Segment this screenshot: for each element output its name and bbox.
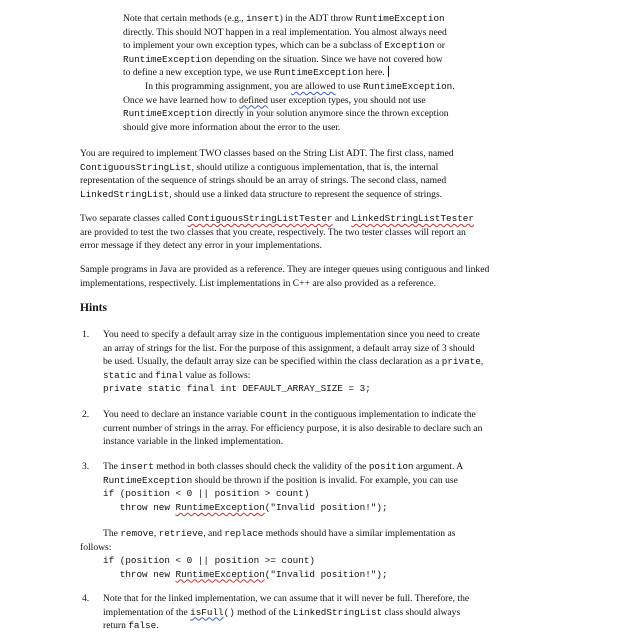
hint-4-line-3: return false.	[103, 620, 159, 632]
note-line-1: Note that certain methods (e.g., insert) in the ADT throw RuntimeException	[123, 13, 445, 24]
hint-3-code-3: if (position < 0 || position >= count)	[103, 555, 316, 566]
hint-2-line-3: instance variable in the linked implementation.	[103, 436, 284, 448]
hint-3-code-block-2	[103, 554, 553, 581]
note-line-7: Once we have learned how to defined user exception types, you should not use	[123, 94, 426, 106]
hint-2-number: 2.	[82, 409, 90, 420]
hints-heading: Hints	[80, 301, 108, 314]
note-paragraph	[123, 12, 523, 134]
hint-3-follows: follows:	[80, 542, 112, 553]
text-cursor	[388, 66, 389, 77]
tester-line-3: error message if they detect any error in your implementations.	[80, 240, 322, 252]
hint-4-line-1: Note that for the linked implementation, we can assume that it will never be full. Therefore, the	[103, 593, 470, 604]
hint-3-line-2: RuntimeException should be thrown if the position is invalid. For example, you can use	[103, 474, 458, 486]
note-line-6: In this programming assignment, you are allowed to use RuntimeException.	[145, 80, 455, 92]
sample-line-2: implementations, respectively. List implementations in C++ are also provided as a reference.	[80, 277, 436, 289]
hint-3-line-3: The remove, retrieve, and replace methods should have a similar implementation as	[103, 528, 456, 540]
tester-paragraph	[80, 212, 550, 253]
hint-2-line-1: You need to declare an instance variable count in the contiguous implementation to indicate the	[103, 409, 476, 420]
hint-1-line-2: an array of strings for the list. For the purpose of this assignment, a default array size of 3 should	[103, 342, 475, 354]
req-line-4: LinkedStringList, should use a linked data structure to represent the sequence of strings.	[80, 188, 443, 200]
note-line-4: RuntimeException depending on the situation. Since we have not covered how	[123, 53, 443, 65]
hint-3-code-2: throw new RuntimeException("Invalid position!");	[103, 501, 388, 513]
hint-3-code-1: if (position < 0 || position > count)	[103, 488, 310, 500]
note-line-8: RuntimeException directly in your solution anymore since the thrown exception	[123, 108, 449, 120]
hint-4-number: 4.	[82, 593, 90, 604]
hint-2	[103, 408, 553, 449]
hint-1-code: private static final int DEFAULT_ARRAY_SIZE = 3;	[103, 383, 371, 395]
hint-1-line-1: You need to specify a default array size in the contiguous implementation since you need to create	[103, 329, 480, 340]
hint-1	[103, 328, 553, 396]
req-line-3: representation of the sequence of strings should be an array of strings. The second class, named	[80, 175, 447, 187]
requirements-paragraph	[80, 147, 550, 201]
sample-line-1: Sample programs in Java are provided as a reference. They are integer queues using contiguous and linked	[80, 264, 490, 275]
tester-line-2: are provided to test the two classes that you create, respectively. The two tester classes will report an	[80, 226, 466, 238]
hint-2-line-2: current number of strings in the array. For efficiency purpose, it is also desirable to declare such an	[103, 422, 483, 434]
hint-1-line-4: static and final value as follows:	[103, 369, 251, 381]
hint-3-number: 3.	[82, 461, 90, 472]
req-line-1: You are required to implement TWO classes based on the String List ADT. The first class, named	[80, 148, 454, 159]
note-line-3: to implement your own exception types, which can be a subclass of Exception or	[123, 40, 445, 52]
spacer	[103, 514, 553, 527]
sample-paragraph	[80, 263, 550, 290]
hint-1-number: 1.	[82, 329, 90, 340]
note-line-2: directly. This should NOT happen in a real implementation. You almost always need	[123, 26, 447, 38]
hint-3-line-1: The insert method in both classes should check the validity of the position argument. A	[103, 461, 464, 472]
hint-4	[103, 592, 553, 633]
req-line-2: ContiguousStringList, should utilize a contiguous implementation, that is, the internal	[80, 161, 439, 173]
hint-4-line-2: implementation of the isFull() method of the LinkedStringList class should always	[103, 606, 461, 618]
hint-1-line-3: be used. Usually, the default array size can be specified within the class declaration as a private,	[103, 356, 484, 368]
note-line-9: should give more information about the error to the user.	[123, 121, 341, 133]
note-line-5: to define a new exception type, we use RuntimeException here.	[123, 66, 523, 80]
hint-3-code-4: throw new RuntimeException("Invalid position!");	[103, 568, 388, 580]
hint-3	[103, 460, 553, 541]
tester-line-1: Two separate classes called ContiguousStringListTester and LinkedStringListTester	[80, 213, 474, 224]
